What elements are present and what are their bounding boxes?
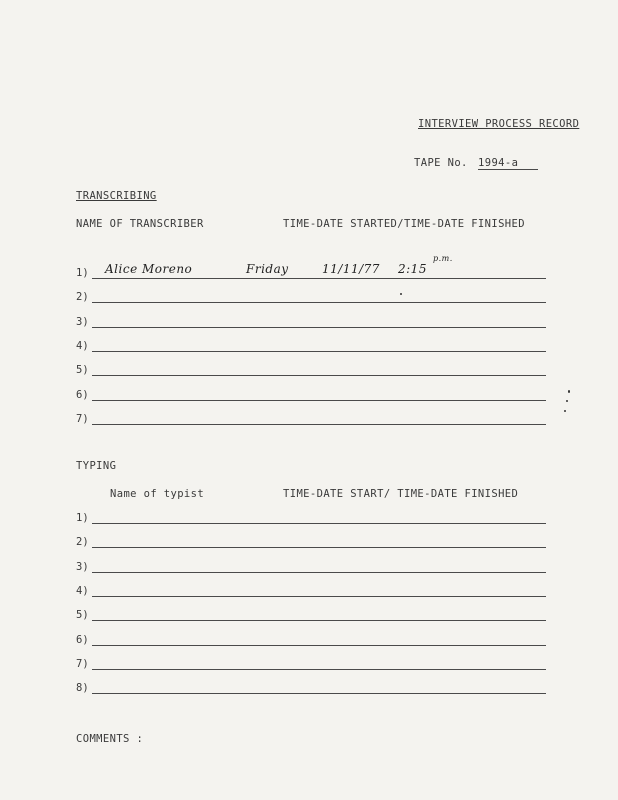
handwritten-day: Friday [246, 262, 289, 276]
typist-row-6[interactable] [76, 632, 546, 646]
transcriber-row-7[interactable] [76, 411, 546, 425]
typist-row-1[interactable] [76, 510, 546, 524]
typist-row-number: 3) [76, 560, 89, 573]
transcriber-name-column-header: NAME OF TRANSCRIBER [76, 218, 204, 230]
typist-row-line[interactable] [92, 620, 546, 621]
typist-row-number: 8) [76, 682, 89, 695]
typist-row-4[interactable] [76, 583, 546, 597]
transcriber-row-line[interactable] [92, 351, 546, 352]
typist-row-number: 1) [76, 512, 89, 524]
typist-row-2[interactable] [76, 534, 546, 548]
tape-number-label: TAPE No. [414, 157, 468, 169]
comments-label-text: COMMENTS : [76, 733, 144, 745]
transcriber-row-line[interactable] [92, 375, 546, 376]
typist-row-8[interactable] [76, 680, 546, 694]
transcriber-row-line[interactable] [92, 424, 546, 425]
transcriber-row-2[interactable] [76, 289, 546, 303]
handwritten-ampm: p.m. [433, 254, 453, 263]
scan-speck [564, 410, 566, 412]
handwritten-date: 11/11/77 [322, 262, 380, 276]
typist-row-number: 4) [76, 584, 89, 597]
typist-row-line[interactable] [92, 669, 546, 670]
typist-row-line[interactable] [92, 596, 546, 597]
typist-row-number: 5) [76, 609, 89, 622]
transcriber-row-4[interactable] [76, 338, 546, 352]
transcriber-row-3[interactable] [76, 314, 546, 328]
scan-speck [568, 390, 570, 393]
handwritten-time: 2:15 [398, 262, 427, 276]
transcribing-heading: TRANSCRIBING [76, 190, 157, 202]
typist-row-number: 7) [76, 657, 89, 670]
form-title: INTERVIEW PROCESS RECORD [418, 118, 580, 130]
transcriber-row-line[interactable] [92, 400, 546, 401]
typist-row-5[interactable] [76, 607, 546, 621]
transcriber-row-number: 7) [76, 412, 89, 425]
typist-row-number: 6) [76, 633, 89, 646]
typist-row-line[interactable] [92, 645, 546, 646]
transcriber-row-number: 6) [76, 388, 89, 401]
typist-row-line[interactable] [92, 572, 546, 573]
transcriber-time-column-header: TIME-DATE STARTED/TIME-DATE FINISHED [283, 218, 525, 230]
typist-row-line[interactable] [92, 693, 546, 694]
scan-speck [400, 293, 402, 295]
typist-time-column-header: TIME-DATE START/ TIME-DATE FINISHED [283, 488, 519, 500]
typist-row-line[interactable] [92, 523, 546, 524]
typist-row-7[interactable] [76, 656, 546, 670]
transcriber-row-number: 1) [76, 267, 89, 279]
comments-label [76, 733, 143, 745]
transcriber-row-line[interactable] [92, 278, 546, 279]
transcriber-row-6[interactable] [76, 387, 546, 401]
typist-name-column-header: Name of typist [110, 488, 205, 500]
typing-heading: TYPING [76, 460, 117, 472]
handwritten-transcriber-name: Alice Moreno [105, 262, 193, 276]
typist-row-3[interactable] [76, 559, 546, 573]
transcriber-row-number: 2) [76, 291, 89, 304]
typist-row-line[interactable] [92, 547, 546, 548]
transcriber-row-line[interactable] [92, 302, 546, 303]
transcriber-row-number: 3) [76, 315, 89, 328]
typist-row-number: 2) [76, 536, 89, 549]
tape-number-value: 1994-a [478, 157, 538, 170]
transcriber-row-number: 5) [76, 364, 89, 377]
transcriber-row-number: 4) [76, 339, 89, 352]
transcriber-row-5[interactable] [76, 362, 546, 376]
scan-speck [566, 400, 568, 402]
transcriber-row-line[interactable] [92, 327, 546, 328]
